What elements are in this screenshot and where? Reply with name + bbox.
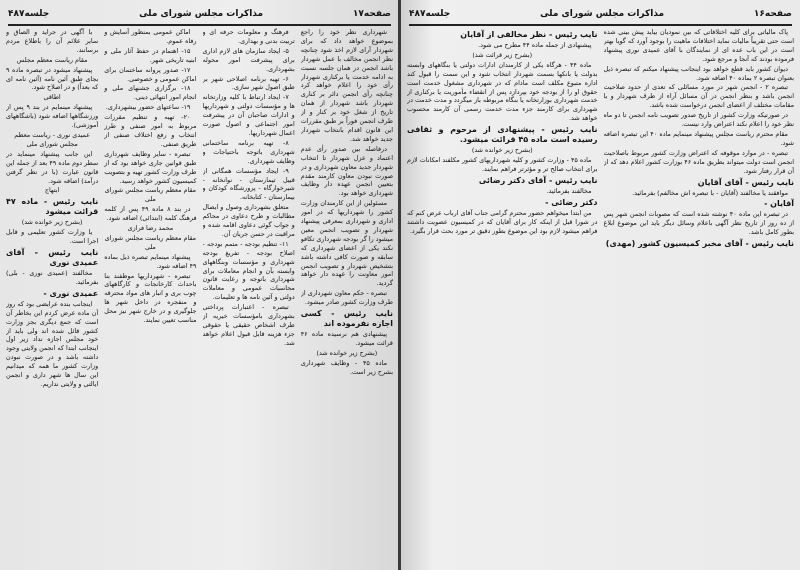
centered-note: ابتهاج: [44, 186, 60, 195]
paragraph: پیشنهادی هم نرسیده ماده ۴۶ قرائت میشود.: [300, 330, 393, 347]
speaker-line: عمیدی نوری -: [43, 288, 99, 298]
page-number: صفحه۱۶: [753, 9, 792, 19]
text-column: [407, 28, 598, 564]
header-rule: [409, 24, 792, 26]
text-column: [203, 28, 295, 564]
paragraph: متعلق بشهرداری وصول و ایصال مطالبات و طرح دعاوی در محاکم و جواب گوئی دعاوی اقامه شده و مراقبت در حسن جریان آن.: [202, 203, 295, 238]
paragraph: ماده ۴۵ - وظایف شهرداری بشرح زیر است.: [300, 358, 393, 376]
paragraph: ماده ۴۴ - هرگاه یکی از کارمندان ادارات دولتی یا بنگاههای وابسته بدولت یا بانکها بسمت شهردار انتخاب شود و این سمت را قبول کند اداره متبوع مکلف است مادام که در شهرداری مشغول خدمت است حقوق او را از بودجه خود بپردازد پس از انقضاء مأموریت یا برکناری از خدمت شهرداری بوزارتخانه یا بنگاه مربوطه باز میگردد و مدت خدمت در شهرداری برای کارمند جزء مدت خدمت رسمی آن کارمند محسوب خواهد شد.: [407, 60, 598, 123]
text-column: [104, 28, 196, 564]
page-header: [409, 6, 792, 22]
paragraph: شهرداری نظر خود را راجع بموضوع خواهد داد که برای شهردار آرای لازم اخذ شود چنانچه نظر انجمن مخالف با عمل شهردار باشد انجمن در همان جلسه نسبت به ادامه خدمت یا برکناری شهردار رأی خود را اعلام خواهد کرد چنانچه رأی انجمن دائر بر کناری شهردار باشد شهردار از همان تاریخ از شغل خود بر کنار و از طرف انجمن فوراً بر طبق مقررات این قانون اقدام بانتخاب شهردار جدید خواهد شد.: [300, 28, 393, 143]
paragraph: ۹- ایجاد مؤسسات همگانی از قبیل تیمارستان - نوانخانه - شیرخوارگاه - پرورشگاه کودکان و بیمارستان - کتابخانه.: [202, 166, 295, 202]
paragraph: در بند ۸ ماده ۴۹ پس از کلمه فرهنگ کلمه (ابتدائی) اضافه شود.: [104, 205, 197, 223]
paragraph: در تبصره این ماده ۴۰ نوشته شده است که مصوبات انجمن شهر پس از ده روز از تاریخ نظر آگهی باعلام وسائل دیگر باید این موضوع ابلاغ بطور کامل باشد.: [603, 210, 794, 237]
paragraph: من ابتدا میخواهم حضور محترم گرامی جناب آقای ارباب عرض کنم که در شورا قبل از اینکه کار برای آقایان که در کمیسیون عضویت داشتند فراهم میشود لازم بود این موضوع بطور دقیق تر مورد بحث قرار بگیرد.: [407, 208, 598, 235]
paragraph: موافقند یا مخالفند (آقایان - با تبصره اش مخالفم) بفرمائید.: [632, 188, 788, 197]
speaker-line: نایب رئیس - آقای دکتر رضائی: [478, 175, 598, 185]
centered-note: مقام معظم ریاست مجلس شورای ملی: [104, 233, 197, 251]
centered-note: (بشرح زیر خوانده شد): [21, 218, 83, 227]
publication-title: مذاکرات مجلس شورای ملی: [540, 9, 665, 19]
paragraph: فرهنگ و معلومات حرفه ای و تربیت بدنی و بهداری.: [202, 28, 295, 45]
paragraph: ۱۹- ساعتهای حضور بیشهرداری.: [105, 103, 191, 112]
paragraph: ۷- ایجاد ارتباط با کلیه وزارتخانه ها و مؤسسات دولتی و شهرداریها و ادارات صاحبان آن در پیشرفت امور اجتماعی و اصول صورت اعمال شهرداریها.: [202, 93, 295, 137]
paragraph: ۶- تهیه برنامه اصلاحی شهر بر طبق اصول شهر سازی.: [202, 74, 295, 92]
paragraph: اینجانب بنده عرایضی بود که روز آن ماده عرض کردم این بخاطر آن است که جمع دیگری بجز وزارت کشور قائل شده اند ولی باید از خود مجلس اجازه نداد زیر اول اینجانب ابتدا که انجمن ولایتی وجود داشته باشد و در صورت نبودن وزارت کشور ما همه که میدانیم این سال ها شهر داری و انجمن ایالتی و ولایتی نداریم.: [6, 299, 99, 388]
paragraph: درفاصله بین صدور رأی عدم اعتماد و عزل شهردار تا انتخاب شهردار جدید معاون شهرداری و در صورت نبودن معاون کارمند مقدم بتعیین انجمن عهده دار وظایف شهرداری خواهد بود.: [300, 144, 393, 198]
page-header: [8, 6, 391, 22]
centered-note: (بشرح زیر خوانده شد): [471, 146, 533, 155]
paragraph: مخالفند (عمیدی نوری - بلی) بفرمائید.: [6, 269, 99, 286]
paragraph: ۲۰- تهیه و تنظیم مقررات مربوط به امور صنفی و طرز انتخاب و رفع اختلاف صنفی از طریق صنفی.: [104, 113, 197, 148]
paragraph: تبصره - شهرداریها موظفند بنا باحداث کارخانجات و کارگاههای چوب بری و انبار های مواد محترقه و منفجره در داخل شهر ها جلوگیری و در خارج شهر نیز محل مناسب تعیین نمایند.: [104, 271, 197, 325]
centered-note: عمیدی نوری - ریاست معظم مجلس شورای ملی: [14, 130, 91, 148]
paragraph: ۱۵- اهتمام در حفظ آثار ملی و ابنیه تاریخی شهر.: [104, 46, 197, 64]
speaker-line: نایب رئیس - کسی اجازه نفرموده اند: [300, 309, 393, 329]
header-rule: [8, 24, 391, 26]
centered-note: مقام معظم ریاست مجلس شورای ملی: [104, 186, 197, 204]
paragraph: با آگهی در جراید و الصاق و سایر علائم آن را باطلاع مردم برسانند.: [6, 28, 99, 54]
speaker-line: نایب رئیس - ماده ۴۷ قرائت میشود: [6, 197, 99, 217]
page-number: صفحه۱۷: [352, 9, 391, 19]
text-column: [301, 28, 393, 564]
paragraph: پیشنهاد میشود در تبصره ماده ۹ بجای طبق آئین نامه (آئین نامه ای که بعداً) و در اصلاح شود.: [6, 65, 99, 92]
paragraph: تبصره - حکم معاون شهرداری از طرف وزارت کشور صادر میشود.: [300, 289, 393, 307]
paragraph: یا وزارت کشور تعلیمی و قابل اجرا است.: [6, 228, 99, 246]
speaker-line: آقایان -: [764, 199, 794, 209]
centered-note: (بشرح زیر قرائت شد): [472, 50, 533, 59]
centered-note: (بشرح زیر خوانده شد): [316, 348, 378, 357]
paragraph: تبصره - در موارد موقوفه که اعتراض وزارت کشور مربوط باصلاحیت انجمن است دولت میتواند بطریق ماده ۴۶ بوزارت کشور اعلام دهد که از آن قرار رفتار شود.: [603, 148, 794, 175]
paragraph: دیوان کشور باید قطع خواهد بود اینجانب پیشنهاد میکنم که تبصره ذیل بعنوان تبصره ۲ بماده ۴۰ اضافه شود.: [603, 64, 794, 82]
paragraph: ماده ۴۵ - وزارت کشور و کلیه شهرداریهای کشور مکلفند امکانات لازم برای انتخاب صالح تر و مؤثرتر فراهم نمایند.: [407, 156, 598, 173]
paragraph: پیشنهاد مینمایم تبصره ذیل بماده ۴۹ اضافه شود.: [104, 252, 197, 270]
paragraph: پیشنهاد مینمایم در بند ۹ پس از ورزشگاهها اضافه شود (باشگاههای آموزشی).: [6, 103, 99, 130]
publication-title: مذاکرات مجلس شورای ملی: [139, 9, 264, 19]
centered-note: مقام ریاست معظم مجلس: [16, 55, 88, 64]
paragraph: ۱۱- تنظیم بودجه - متمم بودجه - اصلاح بودجه - تفریغ بودجه شهرداری و مؤسسات وبنگاههای وابسته بآن و انجام معاملات برای شهرداری باتوجه و رعایت قانون محاسبات عمومی و معاملات دولتی و آئین نامه ها و تعلیمات.: [202, 239, 295, 302]
speaker-line: دکتر رضائی -: [545, 197, 598, 207]
centered-note: اطاقی: [43, 93, 61, 102]
paragraph: ۸- تهیه برنامه ساختمانی شهرداری باتوجه باحتیاجات و وظایف شهرداری.: [202, 138, 295, 165]
speaker-line: نایب رئیس - پیشنهادی از مرحوم و ثقافی رسیده است ماده ۴۵ قرائت میشود.: [407, 125, 598, 145]
speaker-line: نایب رئیس - آقای عمیدی نوری: [6, 248, 99, 268]
left-page: [0, 0, 399, 570]
paragraph: مسئولین از این کارمندان وزارت کشور را شهرداریها که در امور اداری و شهرداری بمعرفی پیشنهاد شهردار و تصویب انجمن معین میشود را گر بودجه شهرداری تکافو نکند یکی از اعضای شهرداری که سابقه و صورت کافی داشته باشد بتشخیص شهردار و تصویب انجمن امور معاونت را عهده دار خواهد گردید.: [300, 199, 393, 288]
paragraph: ۱۷- صدور پروانه ساختمان برای اماکن عمومی و خصوصی.: [104, 65, 197, 83]
paragraph: پاک مالیاتی برای کلیه اختلافاتی که بین نمودیان بیاید پیش بینی شده است حتی تقریباً مالیات نماید اختلافات ماهیت را بوجود آورد که گویا بهتر است در این باب عده ای از نمایندگان با آقای عمیدی نوری پیشنهاد فرموده بودند که آنجا و مرجع شود.: [603, 28, 794, 63]
session-number: جلسه۴۸۷: [409, 9, 451, 19]
paragraph: این جانب پیشنهاد مینماید در سطر دوم ماده ۴۹ بعد از جمله این قانون عبارت (با در نظر گرفتن درآمد) اضافه شود.: [6, 149, 99, 185]
paragraph: تبصره - سایر وظایف شهرداری طبق قوانین جاری خواهد بود که از طرف وزارت کشور تهیه و بتصویب کمیسیون کشور خواهد رسید.: [104, 149, 197, 185]
text-columns: [6, 28, 393, 564]
text-column: [6, 28, 98, 564]
paragraph: مقام محترم ریاست مجلس پیشنهاد مینمایم ماده ۴۰ این تبصره اضافه شود.: [603, 129, 794, 147]
text-column: [604, 28, 795, 564]
paragraph: ۱۸- برگزاری جشنهای ملی و انجام امور انتهائی دینی.: [104, 84, 197, 102]
speaker-line: نایب رئیس - آقای مخبر کمیسیون کشور (مهدی): [605, 239, 794, 249]
text-columns: [407, 28, 794, 564]
paragraph: در صورتیکه وزارت کشور از تاریخ صدور تصویب نامه انجمن تا دو ماه نظر خود را اعلام نکند اعتراض وارد نیست.: [603, 111, 794, 129]
paragraph: پیشنهادی از جمله ماده ۴۴ مطرح می شود.: [478, 41, 592, 49]
paragraph: مخالفند بفرمائید.: [546, 186, 592, 195]
centered-note: محمد رضا فرازی: [127, 224, 174, 233]
paragraph: ۵- ایجاد سازمان های لازم اداری برای پیشرفت امور محوله بشهرداری.: [202, 46, 295, 73]
paragraph: اماکن عمومی بمنظور آسایش و رفاه عموم.: [104, 28, 197, 45]
speaker-line: نایب رئیس - نظر مخالفی از آقایان: [460, 30, 598, 39]
paragraph: تبصره ۲ - انجمن شهر در مورد مسائلی که تعدی از حدود صلاحیت انجمن باشد و بنظر انجمن در آن مسائل آراء از طرف شهردار و یا مقامات مختلف از اعضای انجمن درخواست شده باشد.: [603, 83, 794, 110]
session-number: جلسه۴۸۷: [8, 9, 50, 19]
speaker-line: نایب رئیس - آقای آقایان: [697, 177, 794, 187]
paragraph: تبصره - اعتبارات پرداختی بشهرداری بامؤسسات خیریه از طرف اشخاص حقیقی یا حقوقی جزء هزینه قابل قبول اعلام خواهد شد.: [202, 303, 295, 347]
right-page: [401, 0, 800, 570]
